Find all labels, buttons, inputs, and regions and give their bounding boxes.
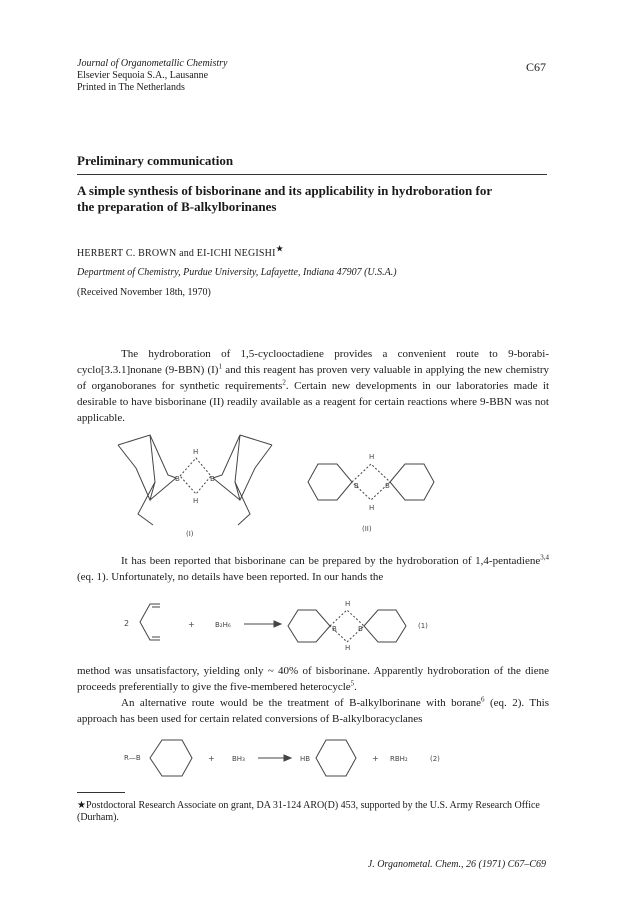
paragraph-4 [77,695,549,727]
structure-I-boron-right: B [210,475,215,483]
section-label: Preliminary communication [77,153,234,168]
structure-II-boron-right: B [385,482,390,490]
ref-3-4: 3,4 [540,553,549,562]
ref-5: 5 [350,679,355,688]
eq2-borane: BH₃ [232,755,245,763]
structure-II-hydrogen-bottom: H [369,504,375,512]
structure-II-hydrogen-top: H [369,453,375,461]
structure-II-boron-left: B [354,482,359,490]
publisher: Elsevier Sequoia S.A., Lausanne [77,70,209,81]
eq1-reagent: B₂H₆ [215,621,231,629]
structure-I-boron-left: B [175,475,180,483]
title-line-1: A simple synthesis of bisborinane and its applicability in hydroboration for [77,183,493,198]
equation-1 [0,596,624,650]
received-date: (Received November 18th, 1970) [77,287,211,298]
eq1-hydrogen-bottom: H [345,644,351,652]
pentadiene-structure [140,604,160,640]
eq1-coefficient: 2 [124,619,130,628]
eq2-plus-1: + [208,754,215,763]
para1-text-b: and this reagent has proven very valuable in applying the new chemistry of organoboranes for synthetic requirements [77,364,549,392]
eq2-arrow [258,755,291,761]
para1-text-c: . Certain new developments in our laboratories made it desirable to have bisborinane (II) readily available as a reagent for certain reactions where 9-BBN was not applicable. [77,380,550,424]
para4-text-b: (eq. 2). This approach has been used for certain related conversions of B-alkylboracyclanes [77,697,549,725]
para2-text-b: (eq. 1). Unfortunately, no details have been reported. In our hands the [77,571,384,583]
eq1-number: (1) [418,622,428,630]
structure-I-hydrogen-top: H [193,448,199,456]
section-rule [77,174,547,175]
author-names: HERBERT C. BROWN and EI-ICHI NEGISHI [77,248,276,259]
journal-citation: J. Organometal. Chem., 26 (1971) C67–C69 [367,859,546,870]
journal-name: Journal of Organometallic Chemistry [77,58,228,69]
ref-6: 6 [481,695,485,704]
structures-figure [0,430,624,540]
eq1-boron-right: B [358,625,363,633]
eq1-arrow [244,621,281,627]
eq2-rbh2: RBH₂ [390,755,408,763]
ref-2: 2 [282,378,286,387]
structure-II-label: (II) [362,525,372,533]
equation-2 [0,730,624,780]
printed-in: Printed in The Netherlands [77,82,185,93]
paper-title [77,183,547,215]
paragraph-1 [77,346,549,426]
eq1-plus: + [188,620,195,629]
structure-II [308,464,434,500]
eq2-reactant: R—B [124,754,141,762]
para2-text-a: It has been reported that bisborinane can be prepared by the hydroboration of 1,4-pentadiene [121,555,541,567]
eq1-product [288,610,406,642]
title-line-2: the preparation of B-alkylborinanes [77,199,277,214]
journal-header [77,58,227,94]
affiliation: Department of Chemistry, Purdue University, Lafayette, Indiana 47907 (U.S.A.) [77,267,397,278]
para3-text-a: method was unsatisfactory, yielding only ~ 40% of bisborinane. Apparently hydroboration of the diene proceeds preferentially to give the five-membered heterocycle [77,665,549,693]
eq1-boron-left: B [332,625,337,633]
eq2-product-hb: HB [300,755,311,763]
structure-I-hydrogen-bottom: H [193,497,199,505]
footnote [77,800,547,824]
para4-text-a: An alternative route would be the treatment of B-alkylborinane with borane [121,697,482,709]
authors [77,243,284,259]
eq2-plus-2: + [372,754,379,763]
para1-text-a: The hydroboration of 1,5-cyclooctadiene provides a convenient route to 9-borabi-cyclo[3.3.1]nonane (9-BBN) (I) [77,348,549,376]
footnote-text: Postdoctoral Research Associate on grant, DA 31-124 ARO(D) 453, supported by the U.S. Army Research Office (Durham). [77,800,540,823]
footnote-rule [77,792,125,793]
structure-I-label: (I) [186,530,194,538]
eq2-number: (2) [430,755,440,763]
para3-text-b: . [354,681,357,693]
eq2-product-ring [316,740,356,776]
eq1-hydrogen-top: H [345,600,351,608]
paragraph-2 [77,553,549,585]
footnote-mark: ★ [77,800,86,811]
eq2-borinane-ring [150,740,192,776]
page-number: C67 [525,60,546,74]
ref-1: 1 [218,362,222,371]
paragraph-3 [77,663,549,695]
author-footnote-mark: ★ [275,243,284,254]
